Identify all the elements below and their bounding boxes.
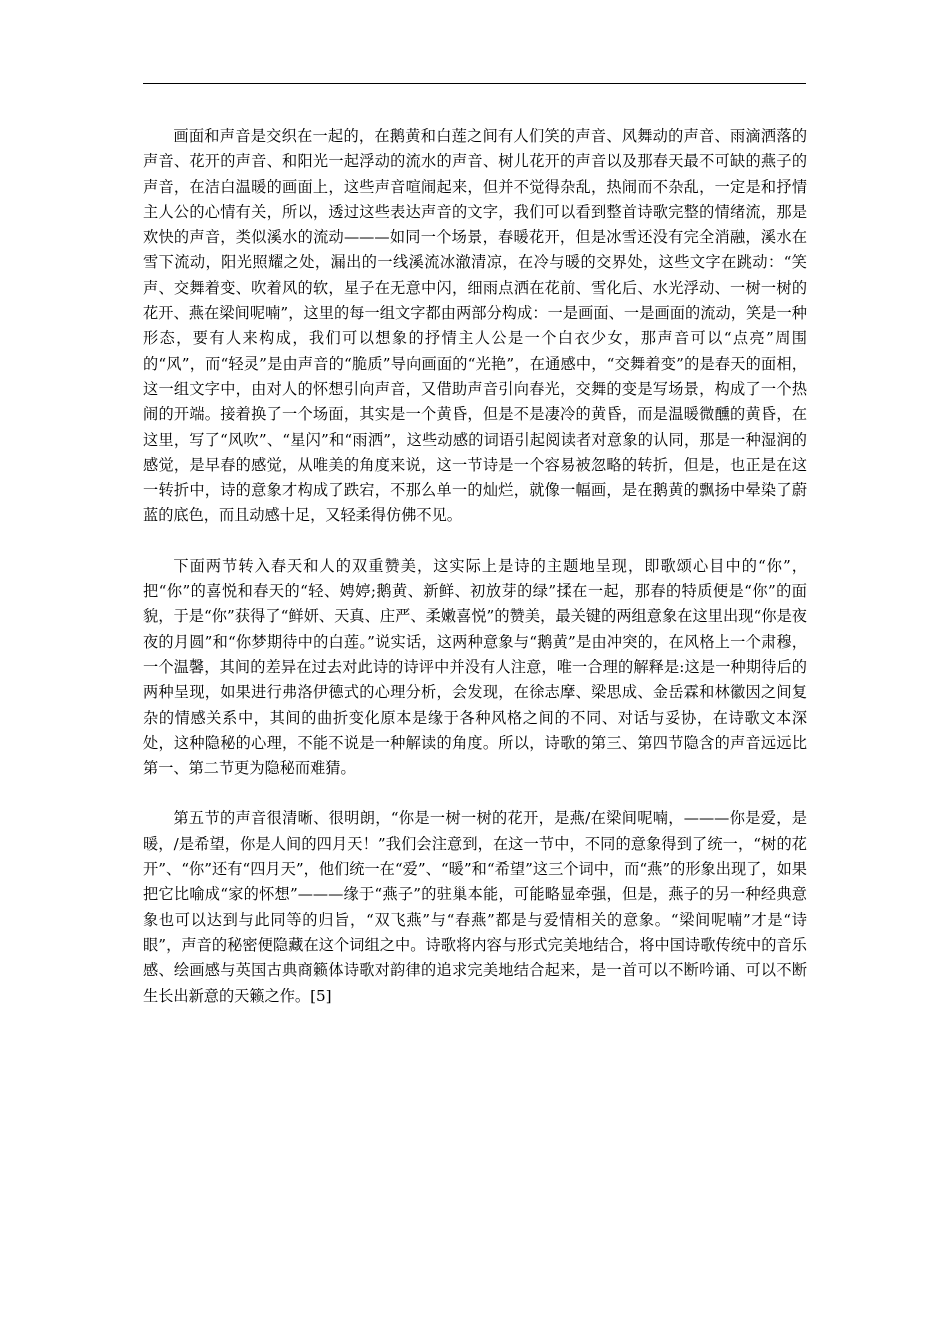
- paragraph-3: 第五节的声音很清晰、很明朗，“你是一树一树的花开，是燕/在梁间呢喃，———你是爱，是暖，/是希望，你是人间的四月天！”我们会注意到，在这一节中，不同的意象得到了统一，“树的花开”、“你”还有“四月天”，他们统一在“爱”、“暖”和“希望”这三个词中，而“燕”的形象出现了，如果把它比喻成“家的怀想”———缘于“燕子”的驻巢本能，可能略显牵强，但是，燕子的另一种经典意象也可以达到与此同等的归旨，“双飞燕”与“春燕”都是与爱情相关的意象。“梁间呢喃”才是“诗眼”，声音的秘密便隐藏在这个词组之中。诗歌将内容与形式完美地结合，将中国诗歌传统中的音乐感、绘画感与英国古典商籁体诗歌对韵律的追求完美地结合起来，是一首可以不断吟诵、可以不断生长出新意的天籁之作。[5]: [143, 809, 807, 1005]
- paragraph-1: 画面和声音是交织在一起的，在鹅黄和白莲之间有人们笑的声音、风舞动的声音、雨滴洒落的声音、花开的声音、和阳光一起浮动的流水的声音、树儿花开的声音以及那春天最不可缺的燕子的声音，在洁白温暖的画面上，这些声音喧闹起来，但并不觉得杂乱，热闹而不杂乱，一定是和抒情主人公的心情有关，所以，透过这些表达声音的文字，我们可以看到整首诗歌完整的情绪流，那是欢快的声音，类似溪水的流动———如同一个场景，春暖花开，但是冰雪还没有完全消融，溪水在雪下流动，阳光照耀之处，漏出的一线溪流冰澈清凉，在冷与暖的交界处，这些文字在跳动：“笑声、交舞着变、吹着风的软，星子在无意中闪，细雨点洒在花前、雪化后、水光浮动、一树一树的花开、燕在梁间呢喃”，这里的每一组文字都由两部分构成：一是画面、一是画面的流动，笑是一种形态，要有人来构成，我们可以想象的抒情主人公是一个白衣少女，那声音可以“点亮”周围的“风”，而“轻灵”是由声音的“脆质”导向画面的“光艳”，在通感中，“交舞着变”的是春天的面相，这一组文字中，由对人的怀想引向声音，又借助声音引向春光，交舞的变是写场景，构成了一个热闹的开端。接着换了一个场面，其实是一个黄昏，但是不是凄冷的黄昏，而是温暖微醺的黄昏，在这里，写了“风吹”、“星闪”和“雨洒”，这些动感的词语引起阅读者对意象的认同，那是一种湿润的感觉，是早春的感觉，从唯美的角度来说，这一节诗是一个容易被忽略的转折，但是，也正是在这一转折中，诗的意象才构成了跌宕，不那么单一的灿烂，就像一幅画，是在鹅黄的飘扬中晕染了蔚蓝的底色，而且动感十足，又轻柔得仿佛不见。: [143, 127, 807, 525]
- header-rule: [143, 83, 806, 84]
- paragraph-2: 下面两节转入春天和人的双重赞美，这实际上是诗的主题地呈现，即歌颂心目中的“你”，把“你”的喜悦和春天的“轻、娉婷;鹅黄、新鲜、初放芽的绿”揉在一起，那春的特质便是“你”的面貌，于是“你”获得了“鲜妍、天真、庄严、柔嫩喜悦”的赞美，最关键的两组意象在这里出现“你是夜夜的月圆”和“你梦期待中的白莲。”说实话，这两种意象与“鹅黄”是由冲突的，在风格上一个肃穆，一个温馨，其间的差异在过去对此诗的诗评中并没有人注意，唯一合理的解释是:这是一种期待后的两种呈现，如果进行弗洛伊德式的心理分析，会发现，在徐志摩、梁思成、金岳霖和林徽因之间复杂的情感关系中，其间的曲折变化原本是缘于各种风格之间的不同、对话与妥协，在诗歌文本深处，这种隐秘的心理，不能不说是一种解读的角度。所以，诗歌的第三、第四节隐含的声音远远比第一、第二节更为隐秘而难猜。: [143, 556, 807, 778]
- article-body: [143, 124, 807, 1009]
